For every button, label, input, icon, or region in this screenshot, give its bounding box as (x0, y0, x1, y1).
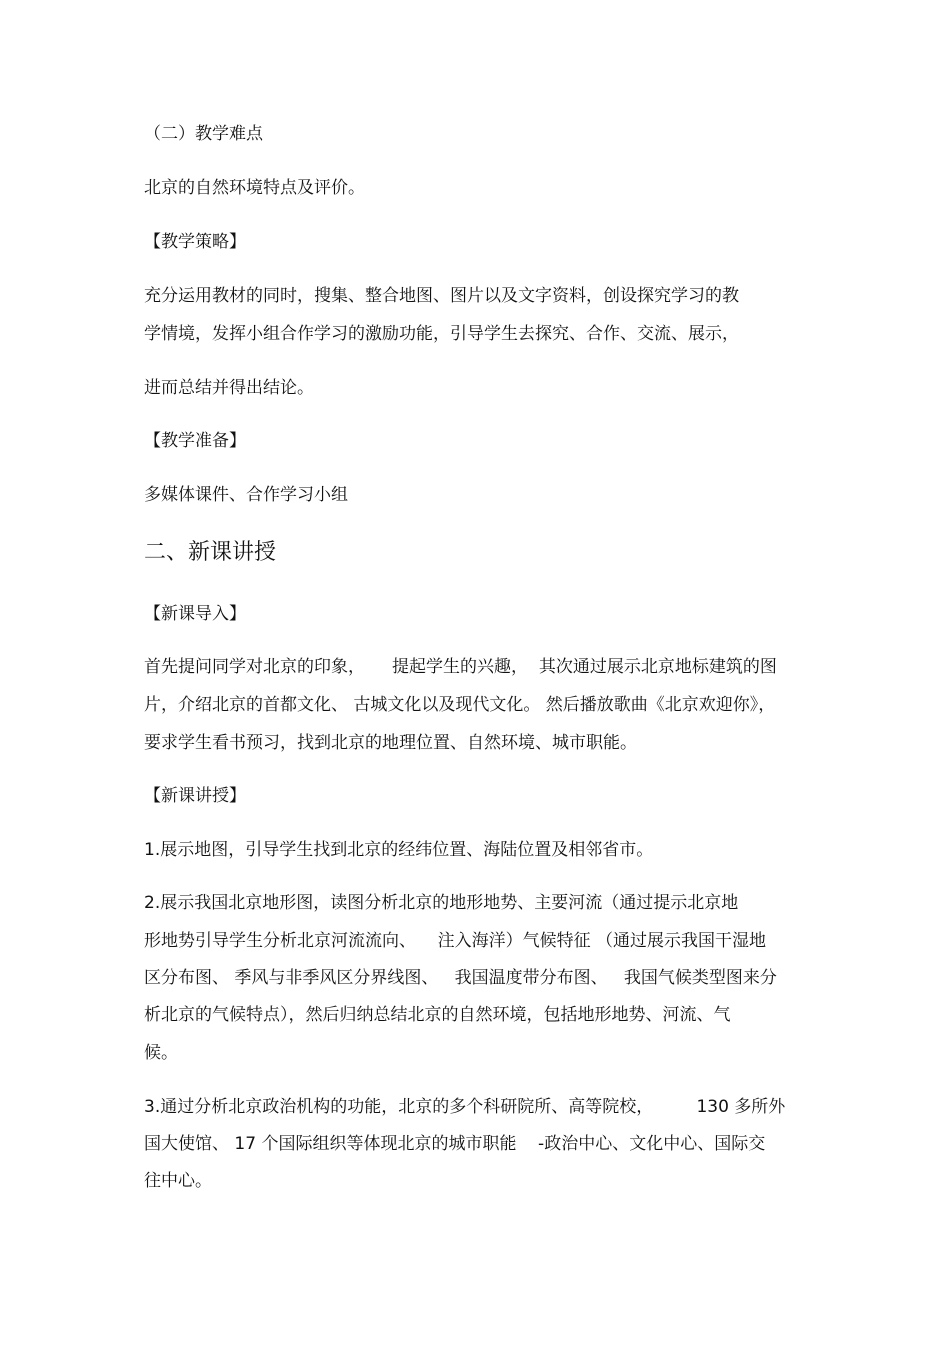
lecture-item-3-line: 往中心。 (144, 1171, 212, 1191)
strategy-line: 充分运用教材的同时，搜集、整合地图、图片以及文字资料，创设探究学习的教 (144, 286, 739, 306)
intro-line: 要求学生看书预习，找到北京的地理位置、自然环境、城市职能。 (144, 733, 637, 753)
lecture-item-2-line: 析北京的气候特点），然后归纳总结北京的自然环境，包括地形地势、河流、气 (144, 1005, 731, 1025)
lecture-item-3-line: 国大使馆、 17 个国际组织等体现北京的城市职能 -政治中心、文化中心、国际交 (144, 1134, 766, 1154)
strategy-heading: 【教学策略】 (144, 232, 246, 252)
strategy-line: 进而总结并得出结论。 (144, 378, 314, 398)
lecture-item-2-line: 候。 (144, 1043, 178, 1063)
strategy-line: 学情境，发挥小组合作学习的激励功能，引导学生去探究、合作、交流、展示， (144, 324, 739, 344)
preparation-text: 多媒体课件、合作学习小组 (144, 485, 348, 505)
intro-heading: 【新课导入】 (144, 604, 246, 624)
preparation-heading: 【教学准备】 (144, 431, 246, 451)
lecture-heading: 【新课讲授】 (144, 786, 246, 806)
lecture-item-2-line: 2.展示我国北京地形图，读图分析北京的地形地势、主要河流（通过提示北京地 (144, 893, 739, 913)
lecture-item-1: 1.展示地图，引导学生找到北京的经纬位置、海陆位置及相邻省市。 (144, 840, 654, 860)
lecture-item-2-line: 区分布图、 季风与非季风区分界线图、 我国温度带分布图、 我国气候类型图来分 (144, 968, 777, 988)
lecture-item-3-line: 3.通过分析北京政治机构的功能，北京的多个科研院所、高等院校， 130 多所外 (144, 1097, 786, 1117)
section-title: 二、新课讲授 (144, 540, 277, 565)
intro-line: 首先提问同学对北京的印象， 提起学生的兴趣， 其次通过展示北京地标建筑的图 (144, 657, 777, 677)
difficulty-text: 北京的自然环境特点及评价。 (144, 178, 365, 198)
intro-line: 片，介绍北京的首都文化、 古城文化以及现代文化。 然后播放歌曲《北京欢迎你》， (144, 695, 776, 715)
lecture-item-2-line: 形地势引导学生分析北京河流流向、 注入海洋）气候特征 （通过展示我国干湿地 (144, 931, 767, 951)
difficulty-heading: （二）教学难点 (144, 124, 263, 144)
